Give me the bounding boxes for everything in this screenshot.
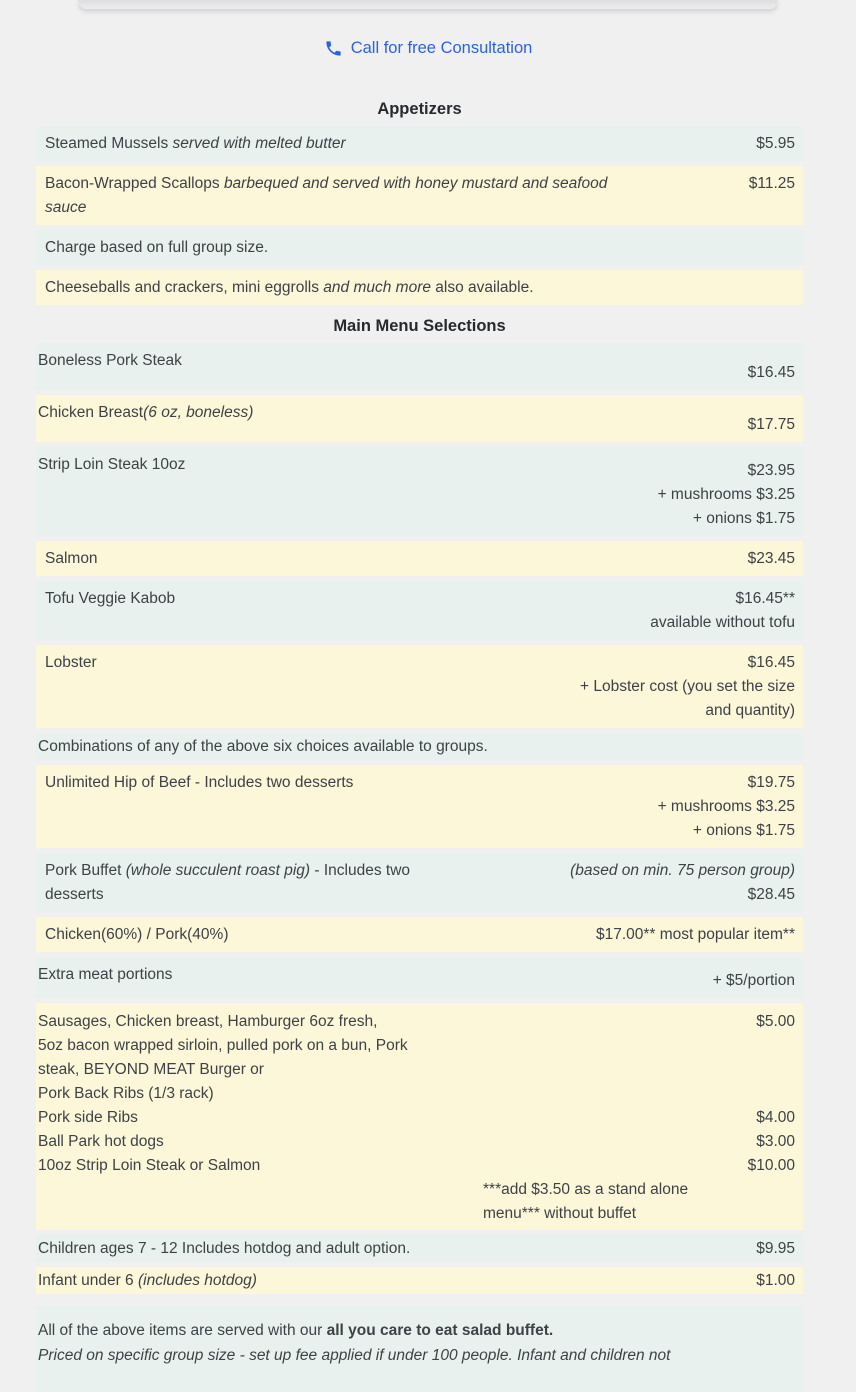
item-name [38,1106,756,1130]
menu-row [36,853,803,912]
text-segment: Steamed Mussels [45,135,173,152]
menu-row [36,270,803,305]
text-line [45,236,795,260]
item-price [658,453,795,531]
text-line [580,699,795,723]
item-price [756,1237,795,1261]
text-line [756,132,795,156]
item-price [748,1154,795,1178]
text-line [38,1130,756,1154]
item-name [45,172,749,220]
text-line [45,276,795,300]
text-segment: menu*** without buffet [483,1205,637,1222]
menu-row [36,917,803,952]
text-line [756,1130,795,1154]
text-segment: served with melted butter [172,135,346,152]
text-segment: $23.95 [747,462,795,479]
text-line [45,651,580,675]
text-segment: and much more [323,279,431,296]
text-segment: $16.45 [747,654,795,671]
text-line [756,1010,795,1034]
text-line [38,1319,795,1344]
text-segment: Ball Park hot dogs [38,1133,164,1150]
text-segment: $17.75 [747,416,795,433]
menu-row [36,1106,803,1130]
text-segment: 5oz bacon wrapped sirloin, pulled pork on a bun, Pork [38,1037,408,1054]
text-segment: Unlimited Hip of Beef - Includes two desserts [45,774,354,791]
item-name [45,236,795,260]
text-segment: + mushrooms $3.25 [657,798,795,815]
text-line [45,883,570,907]
text-segment: All of the above items are served with our [38,1322,327,1339]
text-line [756,1106,795,1130]
item-name [38,349,748,385]
text-line [658,507,795,531]
text-line [38,1269,756,1293]
text-line [45,771,658,795]
text-line [38,349,748,373]
menu-row [36,1154,803,1178]
text-segment: Boneless Pork Steak [38,352,182,369]
item-price [596,923,795,947]
text-line [748,1154,795,1178]
text-segment: Tofu Veggie Kabob [45,590,176,607]
text-line [658,771,795,795]
text-line [45,132,756,156]
text-line [38,1154,748,1178]
consultation-link[interactable] [0,39,856,58]
item-name [38,401,748,437]
text-segment: $16.45** [735,590,795,607]
text-line [748,547,795,571]
item-name [45,771,658,843]
text-line [38,1106,756,1130]
text-line [756,1237,795,1261]
text-segment: Infant under 6 [38,1272,138,1289]
text-segment: (whole succulent roast pig) [125,862,311,879]
item-name [38,1154,748,1178]
text-line [570,859,795,883]
text-segment: $5.95 [756,135,795,152]
text-segment: also available. [430,279,534,296]
text-line [658,483,795,507]
text-segment: + $5/portion [712,972,795,989]
menu-row [36,1130,803,1154]
footer-note [36,1306,803,1392]
row-group [36,1003,803,1230]
menu-row [36,1235,803,1262]
menu-row [36,765,803,848]
item-price [756,1106,795,1130]
text-segment: desserts [45,886,104,903]
item-price [756,132,795,156]
text-segment: Pork Buffet [45,862,126,879]
text-segment: sauce [45,199,87,216]
text-segment: Charge based on full group size. [45,239,269,256]
text-segment: barbequed and served with honey mustard and seafood [223,175,608,192]
text-segment: Chicken Breast [38,404,144,421]
menu-row [36,957,803,998]
text-segment: Combinations of any of the above six choices available to groups. [38,738,488,755]
item-name [38,963,713,993]
item-name [45,923,596,947]
text-line [483,1178,795,1202]
text-segment: steak, BEYOND MEAT Burger or [38,1061,264,1078]
item-price [483,1178,795,1226]
text-segment: available without tofu [650,614,795,631]
section-heading: Appetizers [377,100,462,118]
text-line [45,172,749,196]
menu-row [36,343,803,390]
text-segment: Cheeseballs and crackers, mini eggrolls [45,279,324,296]
text-segment: Salmon [45,550,98,567]
section-heading: Main Menu Selections [333,317,506,335]
text-line [38,401,748,425]
menu-row [36,1010,803,1106]
text-line [748,413,795,437]
item-name [38,1237,756,1261]
text-segment: $19.75 [747,774,795,791]
card-bottom-edge [78,0,778,9]
text-segment: $17.00** most popular item** [595,926,795,943]
menu-row [36,166,803,225]
text-segment: Strip Loin Steak 10oz [38,456,186,473]
text-line [38,453,658,477]
text-line [38,1344,795,1369]
item-price [658,771,795,843]
menu-row [36,1267,803,1294]
text-segment: $1.00 [756,1272,795,1289]
menu-row [36,733,803,760]
text-line [45,587,650,611]
text-segment: Pork side Ribs [38,1109,138,1126]
text-segment: (includes hotdog) [137,1272,257,1289]
menu-row [36,541,803,576]
item-name [38,1178,483,1226]
text-line [38,963,713,987]
text-line [45,859,570,883]
text-line [580,675,795,699]
item-name [45,276,795,300]
text-segment: $9.95 [756,1240,795,1257]
text-segment: $3.00 [756,1133,795,1150]
text-line [748,361,795,385]
text-segment: $11.25 [748,175,795,192]
text-segment: $5.00 [756,1013,795,1030]
text-segment: $16.45 [747,364,795,381]
text-line [596,923,795,947]
item-price [756,1010,795,1106]
text-segment: + onions $1.75 [692,510,795,527]
text-segment: 10oz Strip Loin Steak or Salmon [38,1157,261,1174]
text-line [658,819,795,843]
item-price [748,547,795,571]
text-line [45,923,596,947]
text-segment: Pork Back Ribs (1/3 rack) [38,1085,214,1102]
menu-row [36,447,803,536]
text-segment: Priced on specific group size - set up fee applied if under 100 people. Infant and children not [38,1346,671,1364]
menu-row [36,395,803,442]
text-segment: all you care to eat salad buffet. [326,1322,554,1339]
text-segment: (based on min. 75 person group) [570,862,795,879]
text-line [38,735,795,759]
text-segment: $10.00 [747,1157,795,1174]
menu-row [36,581,803,640]
text-line [650,611,795,635]
text-segment: Extra meat portions [38,966,173,983]
item-name [38,1010,756,1106]
item-price [748,349,795,385]
text-segment: (6 oz, boneless) [143,404,254,421]
item-name [38,1130,756,1154]
text-line [38,1082,756,1106]
text-segment: + mushrooms $3.25 [657,486,795,503]
text-segment: - Includes two [310,862,411,879]
text-segment: + onions $1.75 [692,822,795,839]
item-name [45,651,580,723]
text-line [45,547,748,571]
menu-row [36,230,803,265]
text-line [658,459,795,483]
item-name [38,735,795,759]
text-line [749,172,795,196]
text-line [38,1237,756,1261]
menu-root [36,58,803,1294]
item-price [650,587,795,635]
item-price [713,963,795,993]
text-segment: Bacon-Wrapped Scallops [45,175,224,192]
item-price [748,401,795,437]
menu-row [36,645,803,728]
item-name [38,453,658,531]
text-segment: $23.45 [747,550,795,567]
text-line [45,196,749,220]
text-line [713,969,795,993]
consultation-label: Call for free Consultation [350,39,533,57]
text-segment: Sausages, Chicken breast, Hamburger 6oz fresh, [38,1013,378,1030]
item-price [580,651,795,723]
text-segment: Children ages 7 - 12 Includes hotdog and adult option. [38,1240,411,1257]
phone-icon [324,39,343,58]
text-line [650,587,795,611]
text-line [38,1010,756,1034]
text-line [38,1034,756,1058]
item-price [756,1269,795,1293]
item-price [570,859,795,907]
text-line [658,795,795,819]
text-segment: $28.45 [747,886,795,903]
text-segment: and quantity) [705,702,795,719]
item-price [749,172,795,220]
text-segment: Chicken(60%) / Pork(40%) [45,926,229,943]
text-line [756,1269,795,1293]
menu-row [36,1178,803,1226]
item-name [45,587,650,635]
item-price [756,1130,795,1154]
text-segment: ***add $3.50 as a stand alone [483,1181,689,1198]
text-segment: $4.00 [756,1109,795,1126]
item-name [45,132,756,156]
menu-row [36,126,803,161]
item-name [38,1269,756,1293]
text-segment: + Lobster cost (you set the size [580,678,795,695]
text-line [38,1058,756,1082]
text-line [483,1202,795,1226]
text-line [570,883,795,907]
item-name [45,859,570,907]
item-name [45,547,748,571]
text-line [580,651,795,675]
text-segment: Lobster [45,654,97,671]
